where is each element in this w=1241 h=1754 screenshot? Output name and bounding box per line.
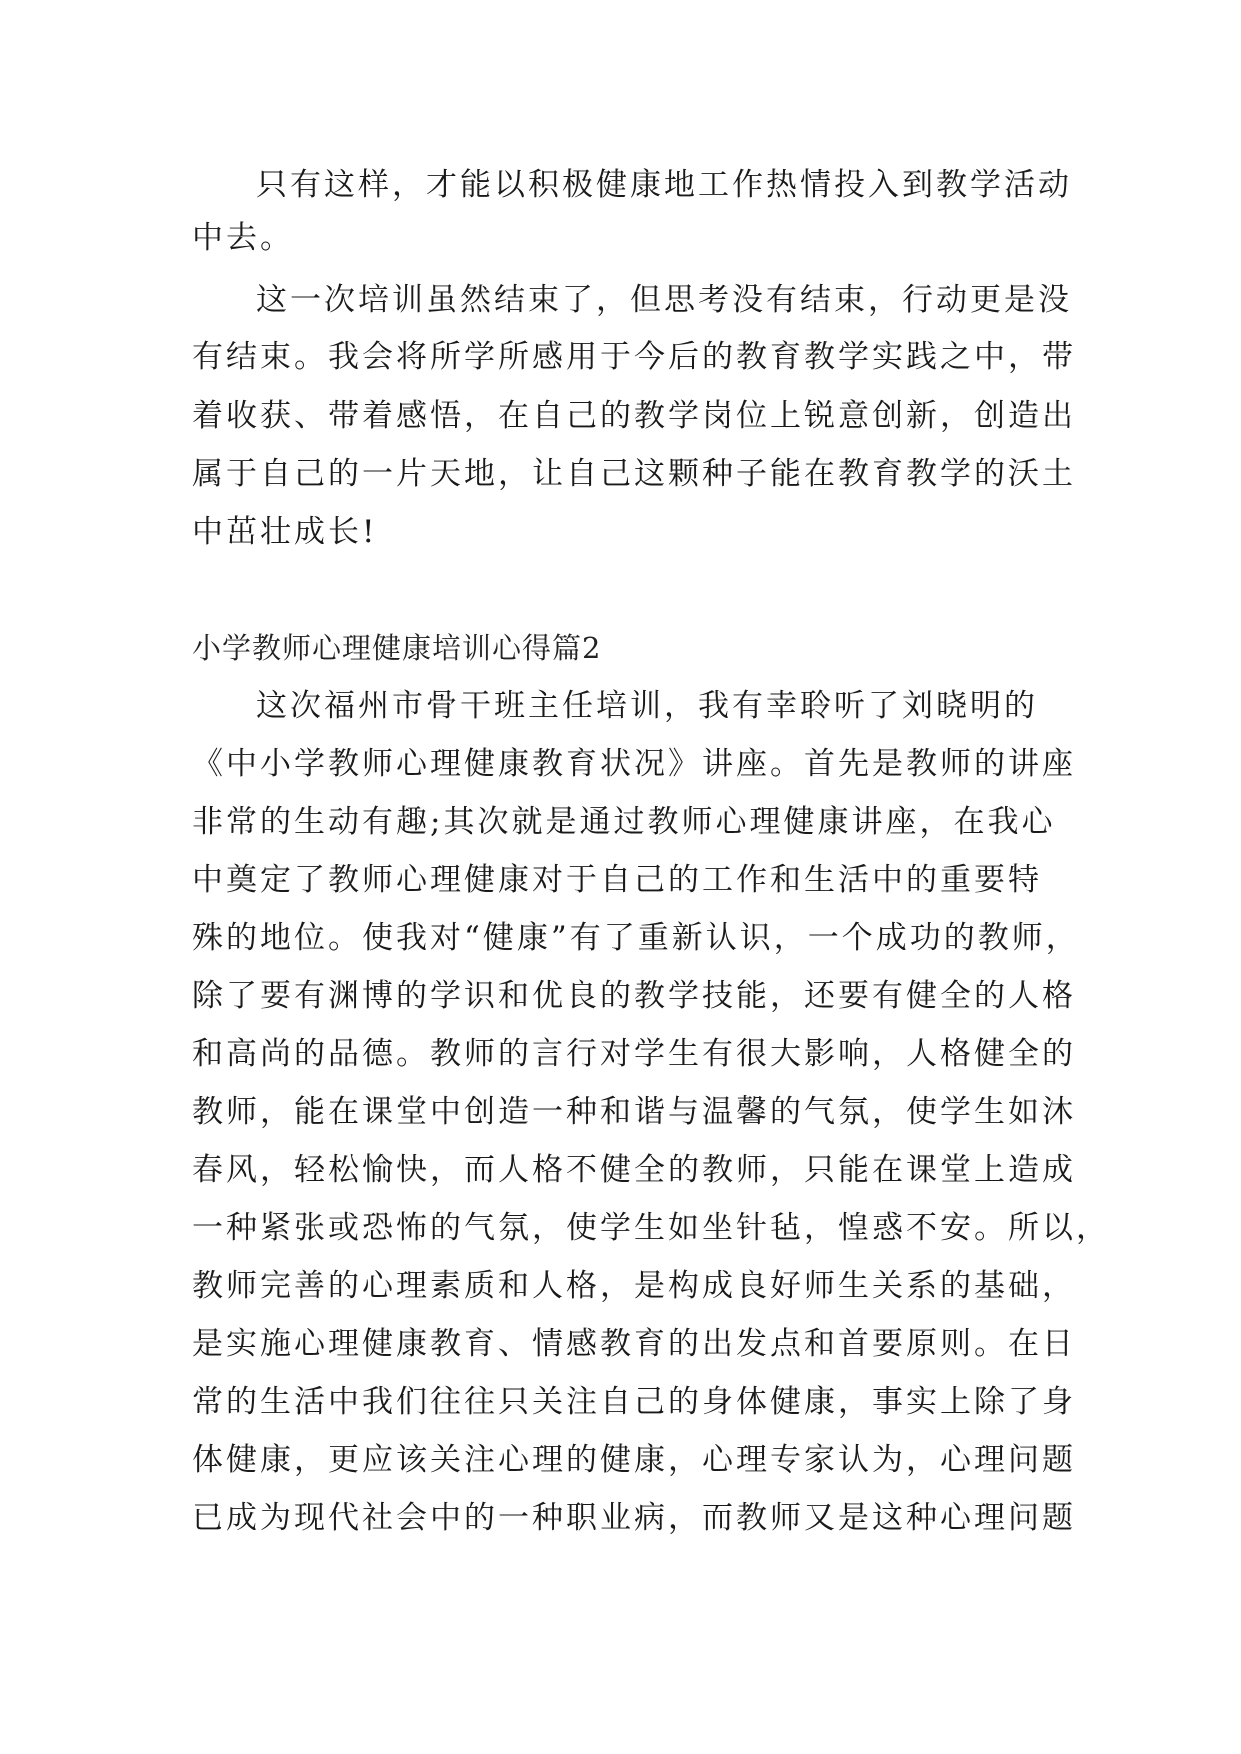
section-heading: 小学教师心理健康培训心得篇2 (192, 631, 602, 665)
text-line: 春风，轻松愉快，而人格不健全的教师，只能在课堂上造成 (192, 1152, 1076, 1188)
text-line: 有结束。我会将所学所感用于今后的教育教学实践之中，带 (192, 339, 1076, 375)
text-line: 中奠定了教师心理健康对于自己的工作和生活中的重要特 (192, 862, 1042, 898)
text-line: 这一次培训虽然结束了，但思考没有结束，行动更是没 (256, 282, 1072, 318)
text-line: 一种紧张或恐怖的气氛，使学生如坐针毡，惶惑不安。所以， (192, 1210, 1110, 1246)
text-line: 中去。 (192, 220, 294, 256)
text-line: 已成为现代社会中的一种职业病，而教师又是这种心理问题 (192, 1500, 1076, 1536)
text-line: 非常的生动有趣;其次就是通过教师心理健康讲座，在我心 (192, 804, 1056, 840)
text-line: 《中小学教师心理健康教育状况》讲座。首先是教师的讲座 (192, 746, 1076, 782)
text-line: 和高尚的品德。教师的言行对学生有很大影响，人格健全的 (192, 1036, 1076, 1072)
text-line: 除了要有渊博的学识和优良的教学技能，还要有健全的人格 (192, 978, 1076, 1014)
text-line: 常的生活中我们往往只关注自己的身体健康，事实上除了身 (192, 1384, 1076, 1420)
text-line: 教师完善的心理素质和人格，是构成良好师生关系的基础， (192, 1268, 1076, 1304)
text-line: 教师，能在课堂中创造一种和谐与温馨的气氛，使学生如沐 (192, 1094, 1076, 1130)
text-line: 中茁壮成长! (192, 514, 378, 550)
text-line: 殊的地位。使我对“健康”有了重新认识，一个成功的教师， (192, 920, 1080, 956)
text-line: 着收获、带着感悟，在自己的教学岗位上锐意创新，创造出 (192, 398, 1076, 434)
text-line: 这次福州市骨干班主任培训，我有幸聆听了刘晓明的 (256, 688, 1038, 724)
text-line: 属于自己的一片天地，让自己这颗种子能在教育教学的沃土 (192, 456, 1076, 492)
text-line: 体健康，更应该关注心理的健康，心理专家认为，心理问题 (192, 1442, 1076, 1478)
text-line: 是实施心理健康教育、情感教育的出发点和首要原则。在日 (192, 1326, 1076, 1362)
text-line: 只有这样，才能以积极健康地工作热情投入到教学活动 (256, 167, 1072, 203)
